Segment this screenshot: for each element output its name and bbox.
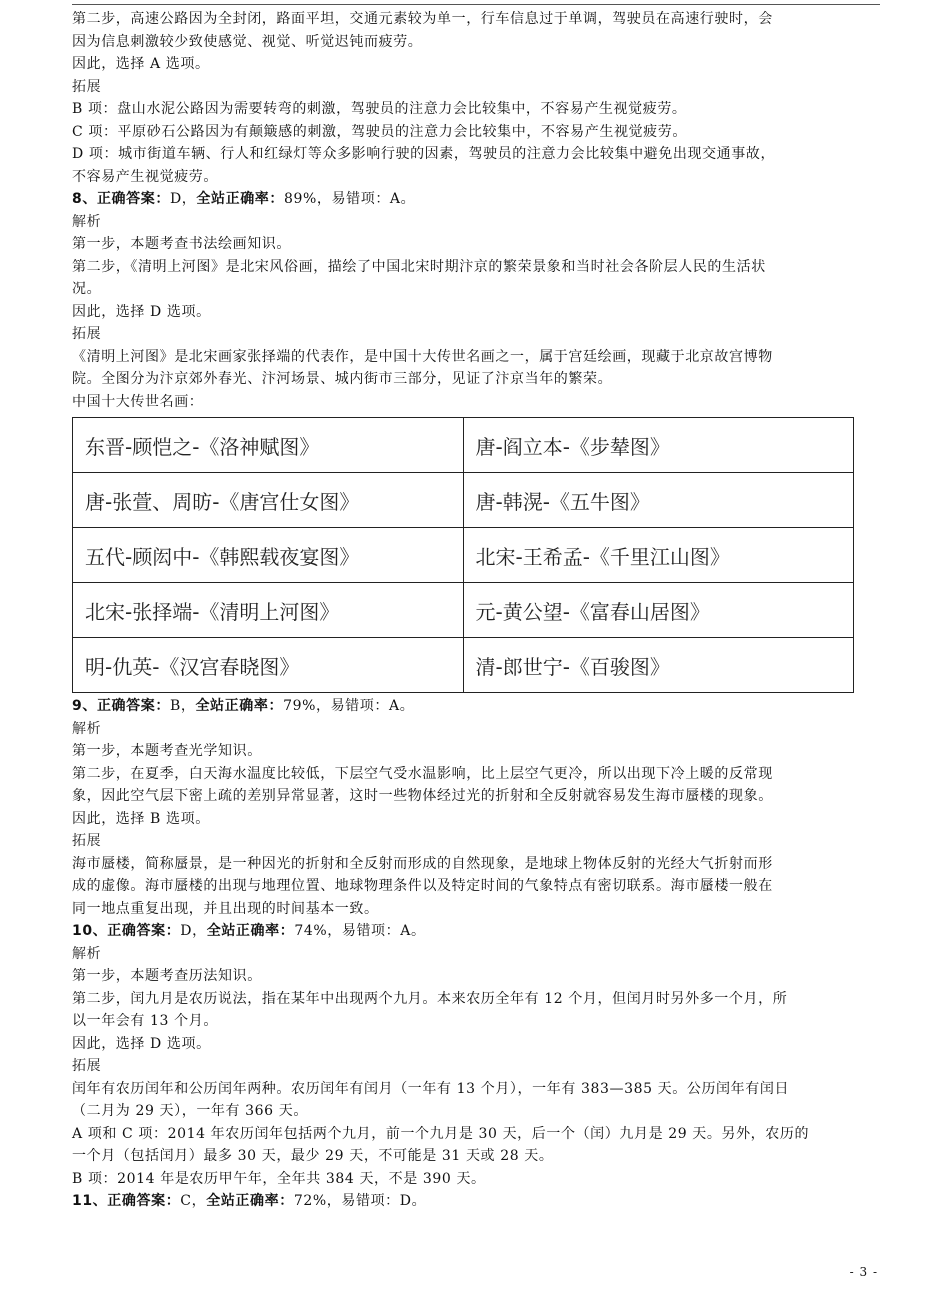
answer-value: D， bbox=[180, 923, 207, 939]
answer-label: 正确答案： bbox=[107, 1193, 181, 1209]
table-cell: 唐-韩滉-《五牛图》 bbox=[463, 473, 854, 528]
text-line: 同一地点重复出现，并且出现的时间基本一致。 bbox=[72, 900, 379, 917]
question-11-answer-line bbox=[72, 1190, 880, 1213]
text-line: A 项和 C 项：2014 年农历闰年包括两个九月，前一个九月是 30 天，后一个（闰）九月是 29 天。另外，农历的 bbox=[72, 1125, 810, 1142]
table-row bbox=[73, 528, 854, 583]
section-label-extension: 拓展 bbox=[72, 833, 102, 849]
text-line: 不容易产生视觉疲劳。 bbox=[72, 168, 218, 185]
text-line: 因为信息刺激较少致使感觉、视觉、听觉迟钝而疲劳。 bbox=[72, 33, 423, 50]
section-label-analysis: 解析 bbox=[72, 945, 102, 962]
table-cell: 唐-张萱、周昉-《唐宫仕女图》 bbox=[73, 473, 464, 528]
text-line: 第二步，闰九月是农历说法，指在某年中出现两个九月。本来农历全年有 12 个月，但闰月时另外多一个月，所 bbox=[72, 990, 788, 1007]
accuracy-value: 79%，易错项：A。 bbox=[283, 698, 415, 714]
text-line: 闰年有农历闰年和公历闰年两种。农历闰年有闰月（一年有 13 个月），一年有 383—385 天。公历闰年有闰日 bbox=[72, 1080, 790, 1097]
text-line: 因此，选择 A 选项。 bbox=[72, 56, 210, 72]
text-line: 海市蜃楼，简称蜃景，是一种因光的折射和全反射而形成的自然现象，是地球上物体反射的光经大气折射而形 bbox=[72, 855, 773, 872]
text-line: D 项：城市街道车辆、行人和红绿灯等众多影响行驶的因素，驾驶员的注意力会比较集中避免出现交通事故， bbox=[72, 146, 776, 162]
question-number: 9、 bbox=[72, 698, 97, 714]
accuracy-label: 全站正确率： bbox=[196, 191, 284, 207]
answer-label: 正确答案： bbox=[107, 923, 181, 939]
text-line: （二月为 29 天），一年有 366 天。 bbox=[72, 1103, 308, 1119]
answer-label: 正确答案： bbox=[96, 191, 170, 207]
section-label-extension: 拓展 bbox=[72, 1058, 102, 1074]
text-line: 第一步，本题考查历法知识。 bbox=[72, 968, 262, 984]
text-line: 院。全图分为汴京郊外春光、汴河场景、城内街市三部分，见证了汴京当年的繁荣。 bbox=[72, 371, 613, 387]
text-line: 况。 bbox=[72, 281, 102, 297]
accuracy-value: 74%，易错项：A。 bbox=[294, 923, 426, 939]
text-line: 因此，选择 D 选项。 bbox=[72, 1035, 211, 1052]
table-row bbox=[73, 473, 854, 528]
accuracy-value: 89%，易错项：A。 bbox=[284, 191, 416, 207]
text-line: 中国十大传世名画： bbox=[72, 393, 204, 410]
question-number: 10、 bbox=[72, 923, 108, 939]
section-label-extension: 拓展 bbox=[72, 326, 102, 342]
table-row bbox=[73, 638, 854, 693]
table-cell: 元-黄公望-《富春山居图》 bbox=[463, 583, 854, 638]
question-10 bbox=[72, 920, 880, 1190]
question-number: 8、 bbox=[72, 191, 97, 207]
text-line: 《清明上河图》是北宋画家张择端的代表作，是中国十大传世名画之一，属于宫廷绘画，现藏于北京故宫博物 bbox=[72, 348, 773, 365]
text-line: 因此，选择 D 选项。 bbox=[72, 303, 211, 320]
answer-value: C， bbox=[180, 1193, 207, 1209]
text-line: 因此，选择 B 选项。 bbox=[72, 810, 210, 827]
top-divider bbox=[72, 4, 880, 5]
question-9 bbox=[72, 695, 880, 920]
text-line: 第一步，本题考查书法绘画知识。 bbox=[72, 236, 291, 252]
section-label-extension: 拓展 bbox=[72, 78, 102, 95]
text-line: 象，因此空气层下密上疏的差别异常显著，这时一些物体经过光的折射和全反射就容易发生海市蜃楼的现象。 bbox=[72, 788, 773, 804]
question-8-answer-line bbox=[72, 188, 880, 211]
table-cell: 清-郎世宁-《百骏图》 bbox=[463, 638, 854, 693]
accuracy-label: 全站正确率： bbox=[206, 923, 295, 939]
text-line: 一个月（包括闰月）最多 30 天，最少 29 天，不可能是 31 天或 28 天。 bbox=[72, 1148, 554, 1164]
answer-label: 正确答案： bbox=[96, 698, 170, 714]
section-label-analysis: 解析 bbox=[72, 720, 102, 737]
table-cell: 北宋-张择端-《清明上河图》 bbox=[73, 583, 464, 638]
answer-value: D， bbox=[169, 191, 197, 207]
question-11 bbox=[72, 1190, 880, 1213]
table-cell: 北宋-王希孟-《千里江山图》 bbox=[463, 528, 854, 583]
text-line: 第二步，高速公路因为全封闭，路面平坦，交通元素较为单一，行车信息过于单调，驾驶员在高速行驶时，会 bbox=[72, 11, 773, 27]
table-row bbox=[73, 583, 854, 638]
question-9-answer-line bbox=[72, 695, 880, 718]
q7-explanation-tail bbox=[72, 8, 880, 188]
table-cell: 唐-阎立本-《步辇图》 bbox=[463, 418, 854, 473]
question-10-answer-line bbox=[72, 920, 880, 943]
accuracy-label: 全站正确率： bbox=[206, 1193, 294, 1209]
text-line: 第一步，本题考查光学知识。 bbox=[72, 743, 262, 759]
answer-value: B， bbox=[169, 698, 196, 714]
table-cell: 明-仇英-《汉宫春晓图》 bbox=[73, 638, 464, 693]
question-8 bbox=[72, 188, 880, 693]
text-line: 以一年会有 13 个月。 bbox=[72, 1013, 218, 1029]
text-line: C 项：平原砂石公路因为有颠簸感的刺激，驾驶员的注意力会比较集中，不容易产生视觉疲劳。 bbox=[72, 123, 687, 140]
text-line: 成的虚像。海市蜃楼的出现与地理位置、地球物理条件以及特定时间的气象特点有密切联系。海市蜃楼一般在 bbox=[72, 878, 773, 894]
table-cell: 东晋-顾恺之-《洛神赋图》 bbox=[73, 418, 464, 473]
text-line: B 项：2014 年是农历甲午年，全年共 384 天，不是 390 天。 bbox=[72, 1170, 486, 1187]
accuracy-value: 72%，易错项：D。 bbox=[293, 1193, 427, 1209]
page-number: - 3 - bbox=[849, 1265, 878, 1279]
text-line: B 项：盘山水泥公路因为需要转弯的刺激，驾驶员的注意力会比较集中，不容易产生视觉疲劳。 bbox=[72, 101, 687, 117]
text-line: 第二步，《清明上河图》是北宋风俗画，描绘了中国北宋时期汴京的繁荣景象和当时社会各阶层人民的生活状 bbox=[72, 258, 766, 275]
famous-paintings-table bbox=[72, 417, 854, 693]
table-cell: 五代-顾闳中-《韩熙载夜宴图》 bbox=[73, 528, 464, 583]
text-line: 第二步，在夏季，白天海水温度比较低，下层空气受水温影响，比上层空气更冷，所以出现下冷上暖的反常现 bbox=[72, 765, 773, 782]
table-row bbox=[73, 418, 854, 473]
accuracy-label: 全站正确率： bbox=[195, 698, 284, 714]
section-label-analysis: 解析 bbox=[72, 213, 102, 230]
question-number: 11、 bbox=[72, 1193, 108, 1209]
